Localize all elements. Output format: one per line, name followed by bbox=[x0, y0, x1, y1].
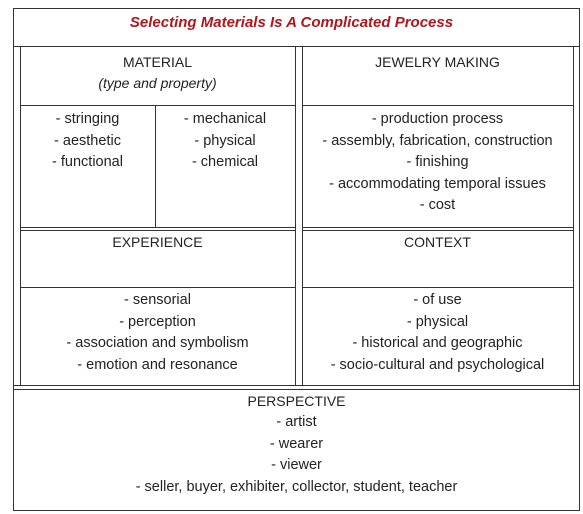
list-item: - physical bbox=[406, 313, 469, 330]
material-right-list bbox=[155, 109, 295, 174]
list-item: - aesthetic bbox=[54, 132, 121, 149]
divider-right-edge bbox=[573, 46, 574, 386]
list-item: - of use bbox=[413, 292, 462, 308]
material-heading: MATERIAL bbox=[123, 54, 192, 70]
divider-material-header bbox=[20, 105, 295, 106]
list-item: - chemical bbox=[191, 154, 259, 170]
divider-experience-header bbox=[20, 287, 295, 288]
list-item: - accommodating temporal issues bbox=[329, 175, 546, 192]
list-item: - sensorial bbox=[124, 292, 191, 308]
jewelry-making-heading: JEWELRY MAKING bbox=[375, 54, 500, 70]
list-item: - association and symbolism bbox=[66, 335, 249, 351]
context-heading: CONTEXT bbox=[404, 234, 471, 250]
divider-jewelry-header bbox=[302, 105, 573, 106]
list-item: - finishing bbox=[406, 154, 469, 170]
context-list bbox=[302, 290, 573, 376]
list-item: - functional bbox=[52, 154, 123, 170]
list-item: - artist bbox=[276, 414, 317, 430]
divider-row-top-a bbox=[20, 227, 295, 228]
list-item: - emotion and resonance bbox=[77, 356, 238, 373]
divider-row-top-c bbox=[302, 227, 573, 228]
perspective-heading: PERSPECTIVE bbox=[247, 393, 346, 409]
list-item: - mechanical bbox=[183, 111, 267, 127]
material-subheading: (type and property) bbox=[98, 75, 217, 91]
divider-bottom-b bbox=[13, 389, 580, 390]
list-item: - wearer bbox=[269, 435, 324, 452]
divider-row-top-d bbox=[302, 230, 573, 231]
list-item: - cost bbox=[419, 197, 456, 213]
divider-row-top-b bbox=[20, 230, 295, 231]
list-item: - assembly, fabrication, construction bbox=[322, 132, 553, 149]
list-item: - historical and geographic bbox=[352, 335, 523, 351]
experience-heading: EXPERIENCE bbox=[112, 234, 203, 250]
list-item: - perception bbox=[119, 313, 196, 330]
list-item: - viewer bbox=[271, 457, 322, 473]
divider-center-a bbox=[295, 46, 296, 386]
list-item: - stringing bbox=[55, 111, 120, 127]
list-item: - physical bbox=[194, 132, 256, 149]
divider-context-header bbox=[302, 287, 573, 288]
list-item: - socio-cultural and psychological bbox=[330, 356, 545, 373]
divider-title bbox=[13, 46, 580, 47]
perspective-list bbox=[13, 412, 580, 498]
diagram-title: Selecting Materials Is A Complicated Process bbox=[129, 14, 454, 31]
material-left-list bbox=[20, 109, 155, 174]
divider-bottom-a bbox=[13, 385, 580, 386]
list-item: - seller, buyer, exhibiter, collector, student, teacher bbox=[135, 478, 458, 495]
experience-list bbox=[20, 290, 295, 376]
jewelry-making-list bbox=[302, 109, 573, 217]
list-item: - production process bbox=[371, 111, 504, 127]
